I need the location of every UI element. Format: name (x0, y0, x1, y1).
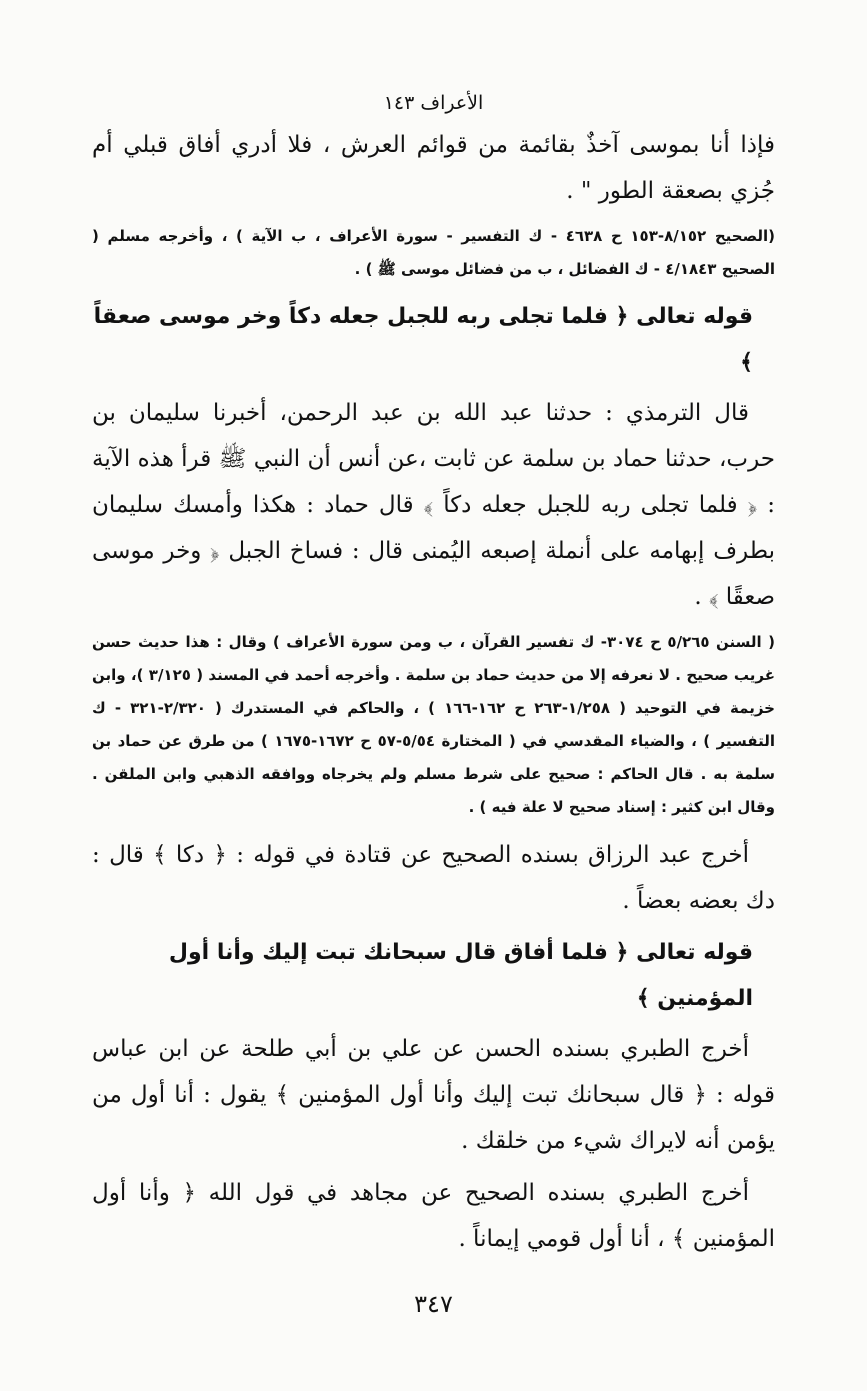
paragraph-tabari-ibn-abbas: أخرج الطبري بسنده الحسن عن علي بن أبي طلحة عن ابن عباس قوله : ﴿ قال سبحانك تبت إليك وأنا أول المؤمنين ﴾ يقول : أنا أول من يؤمن أنه لايراك شيء من خلقك . (92, 1036, 775, 1154)
verse-heading-tajalla: قوله تعالى ﴿ فلما تجلى ربه للجبل جعله دكاً وخر موسى صعقاً ﴾ (93, 304, 753, 375)
paragraph-continuation: فإذا أنا بموسى آخذٌ بقائمة من قوائم العرش ، فلا أدري أفاق قبلي أم جُزي بصعقة الطور " . (92, 132, 775, 204)
reference-sunan-tirmidhi: ( السنن ٥/٢٦٥ ح ٣٠٧٤- ك تفسير القرآن ، ب ومن سورة الأعراف ) وقال : هذا حديث حسن غريب صحيح . لا نعرفه إلا من حديث حماد بن سلمة . وأخرجه أحمد في المسند ( ٣/١٢٥ )، وابن خزيمة في التوحيد ( ١/٢٥٨-٢٦٣ ح ١٦٢-١٦٦ ) ، والحاكم في المستدرك ( ٢/٣٢٠-٣٢١ - ك التفسير ) ، والضياء المقدسي في ( المختارة ٥/٥٤-٥٧ ح ١٦٧٢-١٦٧٥ ) من طرق عن حماد بن سلمة به . قال الحاكم : صحيح على شرط مسلم ولم يخرجاه ووافقه الذهبي وابن الملقن . وقال ابن كثير : إسناد صحيح لا علة فيه ) . (92, 633, 775, 816)
page-number: ٣٤٧ (414, 1290, 453, 1318)
reference-bukhari-muslim: (الصحيح ٨/١٥٢-١٥٣ ح ٤٦٣٨ - ك التفسير - سورة الأعراف ، ب الآية ) ، وأخرجه مسلم ( الصحيح ٤/١٨٤٣ - ك الفضائل ، ب من فضائل موسى ﷺ ) . (92, 227, 775, 278)
running-header: الأعراف ١٤٣ (383, 92, 484, 114)
verse-heading-afaqa: قوله تعالى ﴿ فلما أفاق قال سبحانك تبت إليك وأنا أول المؤمنين ﴾ (168, 940, 753, 1011)
paragraph-abdulrazzaq: أخرج عبد الرزاق بسنده الصحيح عن قتادة في قوله : ﴿ دكا ﴾ قال : دك بعضه بعضاً . (92, 842, 775, 914)
paragraph-tabari-mujahid: أخرج الطبري بسنده الصحيح عن مجاهد في قول الله ﴿ وأنا أول المؤمنين ﴾ ، أنا أول قومي إيماناً . (92, 1180, 775, 1252)
paragraph-tirmidhi: قال الترمذي : حدثنا عبد الله بن عبد الرحمن، أخبرنا سليمان بن حرب، حدثنا حماد بن سلمة عن ثابت ،عن أنس أن النبي ﷺ قرأ هذه الآية : ﴿ فلما تجلى ربه للجبل جعله دكاً ﴾ قال حماد : هكذا وأمسك سليمان بطرف إبهامه على أنملة إصبعه اليُمنى قال : فساخ الجبل ﴿ وخر موسى صعقًا ﴾ . (92, 400, 775, 610)
